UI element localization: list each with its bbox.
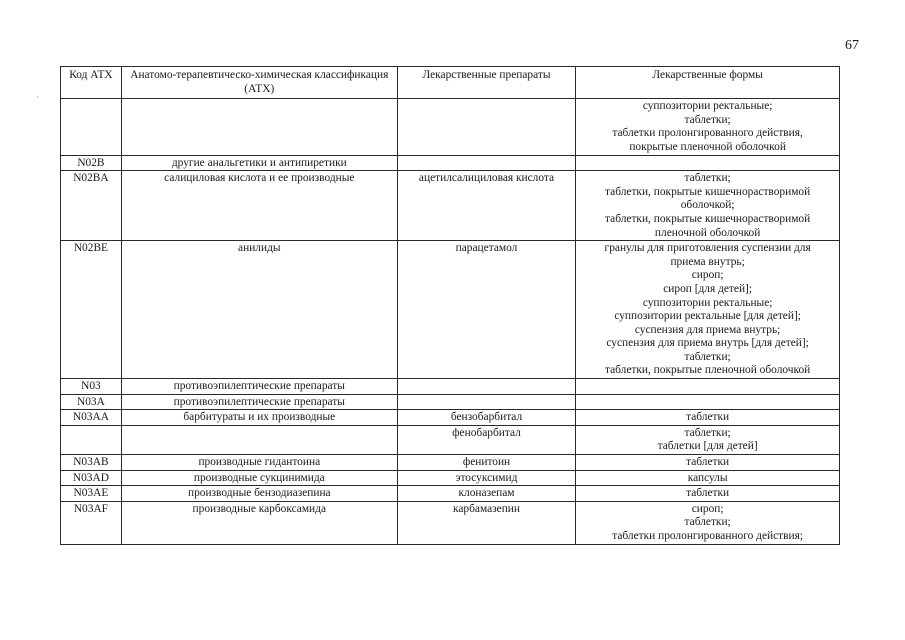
dosage-form-line: таблетки пролонгированного действия; — [612, 530, 804, 542]
cell-forms — [576, 171, 840, 241]
dosage-form-line: таблетки; — [684, 172, 731, 185]
cell-forms — [576, 410, 840, 426]
dosage-form-line: таблетки; — [684, 113, 731, 126]
table-row — [61, 486, 840, 502]
cell-code: N03AE — [61, 486, 122, 502]
cell-classification: производные бензодиазепина — [121, 486, 397, 502]
table-row — [61, 155, 840, 171]
cell-drug — [397, 99, 576, 155]
dosage-form-line: сироп [для детей]; — [663, 282, 753, 295]
cell-drug: этосуксимид — [397, 470, 576, 486]
cell-classification: другие анальгетики и антипиретики — [121, 155, 397, 171]
cell-drug: фенобарбитал — [397, 425, 576, 454]
cell-classification: производные карбоксамида — [121, 501, 397, 544]
dosage-form-line: суспензия для приема внутрь; — [634, 323, 781, 336]
table-row — [61, 379, 840, 395]
cell-forms — [576, 241, 840, 379]
dosage-form-line: суппозитории ректальные; — [642, 100, 773, 113]
cell-forms — [576, 155, 840, 171]
dosage-form-line: суппозитории ректальные [для детей]; — [614, 310, 801, 323]
cell-drug: фенитоин — [397, 455, 576, 471]
table-row — [61, 501, 840, 544]
dosage-form-line: таблетки; — [684, 350, 731, 363]
header-classification: Анатомо-терапевтическо-химическая классификация (АТХ) — [121, 67, 397, 99]
cell-code: N02B — [61, 155, 122, 171]
cell-code: N03AD — [61, 470, 122, 486]
cell-drug — [397, 155, 576, 171]
dosage-form-line: суспензия для приема внутрь [для детей]; — [606, 337, 809, 350]
table-row — [61, 410, 840, 426]
table-body — [61, 99, 840, 544]
dosage-form-line: таблетки, покрытые кишечнорастворимой — [605, 212, 811, 225]
dosage-form-line: покрытые пленочной оболочкой — [629, 140, 786, 153]
cell-classification: противоэпилептические препараты — [121, 394, 397, 410]
dosage-form-line: таблетки пролонгированного действия, — [612, 127, 803, 140]
dosage-form-line: таблетки, покрытые кишечнорастворимой — [605, 185, 811, 198]
cell-drug: бензобарбитал — [397, 410, 576, 426]
cell-code: N03 — [61, 379, 122, 395]
cell-code — [61, 425, 122, 454]
dosage-form-line: капсулы — [687, 471, 728, 484]
cell-classification: салициловая кислота и ее производные — [121, 171, 397, 241]
cell-drug: ацетилсалициловая кислота — [397, 171, 576, 241]
cell-code: N03AA — [61, 410, 122, 426]
dosage-form-line: суппозитории ректальные; — [642, 296, 773, 309]
dosage-form-line: таблетки; — [684, 516, 731, 529]
dosage-form-line: таблетки; — [684, 426, 731, 439]
dosage-form-line: таблетки — [686, 411, 730, 424]
table-header-row — [61, 67, 840, 99]
cell-forms — [576, 379, 840, 395]
atc-table — [60, 66, 840, 545]
cell-drug — [397, 379, 576, 395]
cell-classification: барбитураты и их производные — [121, 410, 397, 426]
header-drugs: Лекарственные препараты — [397, 67, 576, 99]
dosage-form-line: таблетки, покрытые пленочной оболочкой — [604, 364, 811, 377]
table-row — [61, 425, 840, 454]
dosage-form-line: таблетки — [686, 487, 730, 500]
cell-drug — [397, 394, 576, 410]
cell-forms — [576, 455, 840, 471]
header-forms: Лекарственные формы — [576, 67, 840, 99]
cell-drug: парацетамол — [397, 241, 576, 379]
table-row — [61, 171, 840, 241]
dosage-form-line: оболочкой; — [680, 199, 735, 212]
cell-code: N03A — [61, 394, 122, 410]
header-code: Код АТХ — [61, 67, 122, 99]
table-row — [61, 241, 840, 379]
cell-classification: производные гидантоина — [121, 455, 397, 471]
cell-forms — [576, 470, 840, 486]
cell-forms — [576, 486, 840, 502]
cell-code: N02BE — [61, 241, 122, 379]
cell-classification: анилиды — [121, 241, 397, 379]
page-number: 67 — [845, 38, 859, 53]
dosage-form-line: приема внутрь; — [670, 255, 745, 268]
dosage-form-line: пленочной оболочкой — [654, 226, 761, 239]
table-row — [61, 470, 840, 486]
dosage-form-line: гранулы для приготовления суспензии для — [604, 242, 811, 255]
table-row — [61, 455, 840, 471]
cell-forms — [576, 501, 840, 544]
cell-classification — [121, 99, 397, 155]
cell-forms — [576, 394, 840, 410]
cell-code — [61, 99, 122, 155]
dosage-form-line: сироп; — [691, 502, 724, 515]
cell-forms — [576, 425, 840, 454]
cell-code: N03AB — [61, 455, 122, 471]
cell-code: N03AF — [61, 501, 122, 544]
dosage-form-line: таблетки — [686, 456, 730, 469]
cell-classification: производные сукцинимида — [121, 470, 397, 486]
cell-forms — [576, 99, 840, 155]
cell-drug: клоназепам — [397, 486, 576, 502]
cell-classification — [121, 425, 397, 454]
scan-speck: · — [36, 92, 39, 102]
cell-classification: противоэпилептические препараты — [121, 379, 397, 395]
cell-drug: карбамазепин — [397, 501, 576, 544]
table-row — [61, 394, 840, 410]
dosage-form-line: сироп; — [691, 269, 724, 282]
table-row — [61, 99, 840, 155]
dosage-form-line: таблетки [для детей] — [657, 440, 758, 453]
cell-code: N02BA — [61, 171, 122, 241]
